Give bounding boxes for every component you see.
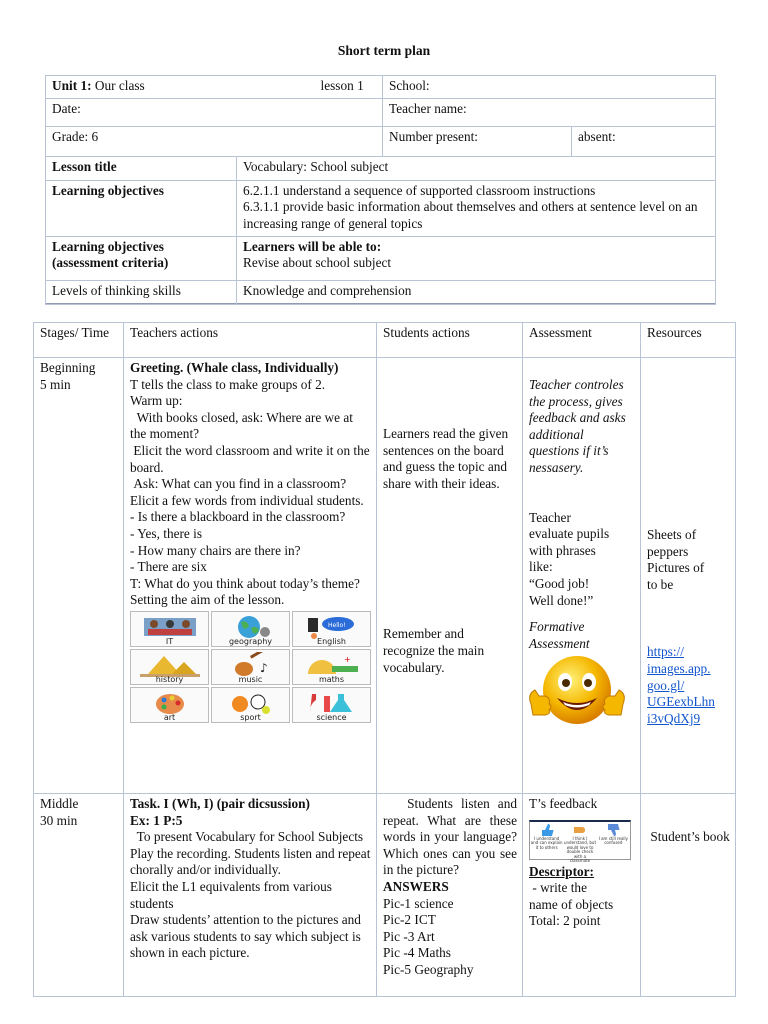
- thumbs-up-icon: [539, 823, 555, 837]
- learners-able-value: Revise about school subject: [243, 255, 392, 271]
- subject-label: history: [155, 674, 184, 684]
- subject-picture-science: [292, 687, 371, 723]
- descriptor-label: Descriptor:: [529, 863, 594, 879]
- answer-item: Pic-1 science: [383, 895, 454, 911]
- assessment-line: evaluate pupils: [529, 526, 610, 542]
- beginning-resources-cell: [641, 358, 736, 794]
- teacher-line: To present Vocabulary for School Subjects: [130, 829, 364, 845]
- number-present-cell: Number present:: [383, 126, 572, 156]
- link-line: https://: [647, 644, 684, 660]
- svg-text:+: +: [343, 654, 351, 664]
- beginning-stage-cell: [34, 358, 124, 794]
- objective-2: 6.3.1.1 provide basic information about themselves and others at sentence level on an increasing range of general topics: [243, 199, 698, 231]
- subject-picture-geography: [211, 611, 290, 647]
- students-action-2: Remember and recognize the main vocabulary.: [383, 626, 485, 675]
- assessment-line: Well done!”: [529, 592, 594, 608]
- learners-able-cell: [237, 236, 716, 280]
- descriptor-line: name of objects: [529, 896, 614, 912]
- resource-line: Sheets of: [647, 527, 697, 542]
- subject-label: art: [163, 712, 176, 722]
- unit-value: Our class: [94, 78, 145, 93]
- col-header-resources: Resources: [641, 323, 736, 358]
- svg-text:Hello!: Hello!: [327, 621, 346, 629]
- unit-cell: [46, 76, 383, 99]
- computer-students-icon: [140, 614, 200, 638]
- descriptor-line: Total: 2 point: [529, 913, 601, 929]
- teacher-line: - How many chairs are there in?: [130, 542, 301, 558]
- thinking-skills-label: Levels of thinking skills: [46, 280, 237, 304]
- assessment-criteria-label-line2: (assessment criteria): [52, 255, 169, 271]
- teacher-line: Elicit the word classroom and write it on the board.: [130, 442, 373, 475]
- middle-time: 30 min: [40, 812, 78, 828]
- assessment-criteria-label-line1: Learning objectives: [52, 238, 164, 254]
- feedback-thumbs-down: [597, 822, 630, 859]
- assessment-line: “Good job!: [529, 575, 590, 591]
- students-action-1: Learners read the given sentences on the board and guess the topic and share with their ideas.: [383, 426, 509, 491]
- col-header-teachers-actions: Teachers actions: [124, 323, 377, 358]
- middle-students-cell: [377, 794, 523, 997]
- teacher-line: Setting the aim of the lesson.: [130, 592, 285, 608]
- feedback-thumbs-side: [563, 822, 597, 864]
- learning-objectives-value: [237, 180, 716, 236]
- col-header-stages: Stages/ Time: [34, 323, 124, 358]
- teacher-line: - Yes, there is: [130, 525, 203, 541]
- middle-stage-cell: [34, 794, 124, 997]
- assessment-line: with phrases: [529, 542, 596, 558]
- teacher-name-cell: Teacher name:: [383, 98, 716, 126]
- subject-picture-music: [211, 649, 290, 685]
- students-book-resource: Student’s book: [647, 829, 730, 844]
- teacher-line: T tells the class to make groups of 2.: [130, 376, 326, 392]
- teacher-line: Play the recording. Students listen and repeat chorally and/or individually.: [130, 845, 371, 878]
- unit-label: Unit 1:: [52, 78, 92, 93]
- col-header-students-actions: Students actions: [377, 323, 523, 358]
- teacher-line: With books closed, ask: Where are we at the moment?: [130, 409, 357, 442]
- lesson-title-label: Lesson title: [46, 156, 237, 180]
- thumbs-sideways-icon: [572, 823, 588, 837]
- resource-line: to be: [647, 576, 674, 592]
- answers-label: ANSWERS: [383, 878, 449, 894]
- middle-resources-cell: [641, 794, 736, 997]
- greeting-heading: Greeting. (Whale class, Individually): [130, 360, 339, 375]
- exercise-reference: Ex: 1 P:5: [130, 812, 183, 828]
- teacher-line: Draw students’ attention to the pictures and ask various students to say which subject is shown in each picture.: [130, 912, 361, 961]
- lesson-number: lesson 1: [320, 78, 364, 93]
- learning-objectives-label: Learning objectives: [46, 180, 237, 236]
- assessment-criteria-label: [46, 236, 237, 280]
- resource-line: peppers: [647, 543, 689, 559]
- teacher-line: Warm up:: [130, 393, 183, 409]
- assessment-line: like:: [529, 559, 553, 575]
- resource-image-link[interactable]: [647, 644, 730, 727]
- grade-cell: Grade: 6: [46, 126, 383, 156]
- feedback-text: I am still really confused: [598, 835, 629, 846]
- answer-item: Pic -4 Maths: [383, 945, 451, 961]
- subject-label: geography: [228, 636, 273, 646]
- assessment-teacher-controls: Teacher controles the process, gives feedback and asks additional questions if it’s nessasery.: [529, 377, 626, 475]
- beginning-assessment-cell: [523, 358, 641, 794]
- lesson-title-value: Vocabulary: School subject: [237, 156, 716, 180]
- resource-line: Pictures of: [647, 560, 705, 576]
- beginning-stage: Beginning: [40, 360, 96, 375]
- students-listen-text: Students listen and repeat. What are these words in your language? Which ones can you see in the picture?: [383, 796, 521, 878]
- beginning-students-cell: [377, 358, 523, 794]
- teacher-line: - There are six: [130, 559, 207, 575]
- teacher-feedback-title: T’s feedback: [529, 796, 598, 811]
- assessment-line: Teacher: [529, 509, 571, 525]
- answer-item: Pic -3 Art: [383, 928, 435, 944]
- feedback-text: I think I understand, but would love to double check with a classmate: [563, 835, 597, 864]
- subject-picture-sport: [211, 687, 290, 723]
- link-line: goo.gl/: [647, 677, 685, 693]
- subject-picture-english: [292, 611, 371, 647]
- date-cell: Date:: [46, 98, 383, 126]
- absent-cell: absent:: [572, 126, 716, 156]
- formative-assessment: Formative Assessment: [529, 619, 590, 651]
- teacher-line: T: What do you think about today’s theme?: [130, 575, 360, 591]
- teacher-line: Ask: What can you find in a classroom? Elicit a few words from individual students.: [130, 476, 364, 508]
- feedback-thumbs-up: [530, 822, 563, 859]
- teacher-line: Elicit the L1 equivalents from various students: [130, 878, 332, 911]
- beginning-time: 5 min: [40, 376, 71, 392]
- answer-item: Pic-5 Geography: [383, 961, 474, 977]
- col-header-assessment: Assessment: [523, 323, 641, 358]
- thumbs-down-icon: [605, 823, 621, 837]
- subject-label: maths: [318, 674, 345, 684]
- school-cell: School:: [383, 76, 716, 99]
- lesson-plan-table: [33, 322, 736, 997]
- beginning-teacher-cell: [124, 358, 377, 794]
- subject-label: IT: [165, 636, 174, 646]
- smiley-thumbs-up-icon: [525, 652, 629, 736]
- objective-1: 6.2.1.1 understand a sequence of supported classroom instructions: [243, 182, 596, 198]
- thinking-skills-value: Knowledge and comprehension: [237, 280, 716, 304]
- subject-label: music: [238, 674, 263, 684]
- subject-label: sport: [240, 712, 261, 722]
- thumbs-feedback-card: [529, 820, 631, 864]
- subject-picture-art: [130, 687, 209, 723]
- middle-assessment-cell: [523, 794, 641, 997]
- lesson-header-table: [45, 75, 716, 305]
- answer-item: Pic-2 ICT: [383, 912, 436, 928]
- link-line: i3vQdXj9: [647, 710, 701, 726]
- subjects-image-grid: [130, 611, 371, 723]
- subject-label: English: [317, 636, 346, 646]
- middle-teacher-cell: [124, 794, 377, 997]
- subject-picture-history: [130, 649, 209, 685]
- task-heading: Task. I (Wh, I) (pair dicsussion): [130, 796, 310, 811]
- svg-text:♪: ♪: [259, 660, 268, 675]
- learners-able-label: Learners will be able to:: [243, 238, 382, 254]
- subject-picture-maths: [292, 649, 371, 685]
- subject-label: science: [316, 712, 347, 722]
- teacher-line: - Is there a blackboard in the classroom?: [130, 509, 346, 525]
- feedback-text: I understand and can explain it to others: [530, 835, 563, 850]
- page-title: Short term plan: [337, 43, 431, 58]
- subject-picture-it: [130, 611, 209, 647]
- descriptor-line: - write the: [529, 880, 587, 896]
- link-line: images.app.: [647, 660, 711, 676]
- middle-stage: Middle: [40, 796, 79, 811]
- link-line: UGEexbLhn: [647, 694, 715, 710]
